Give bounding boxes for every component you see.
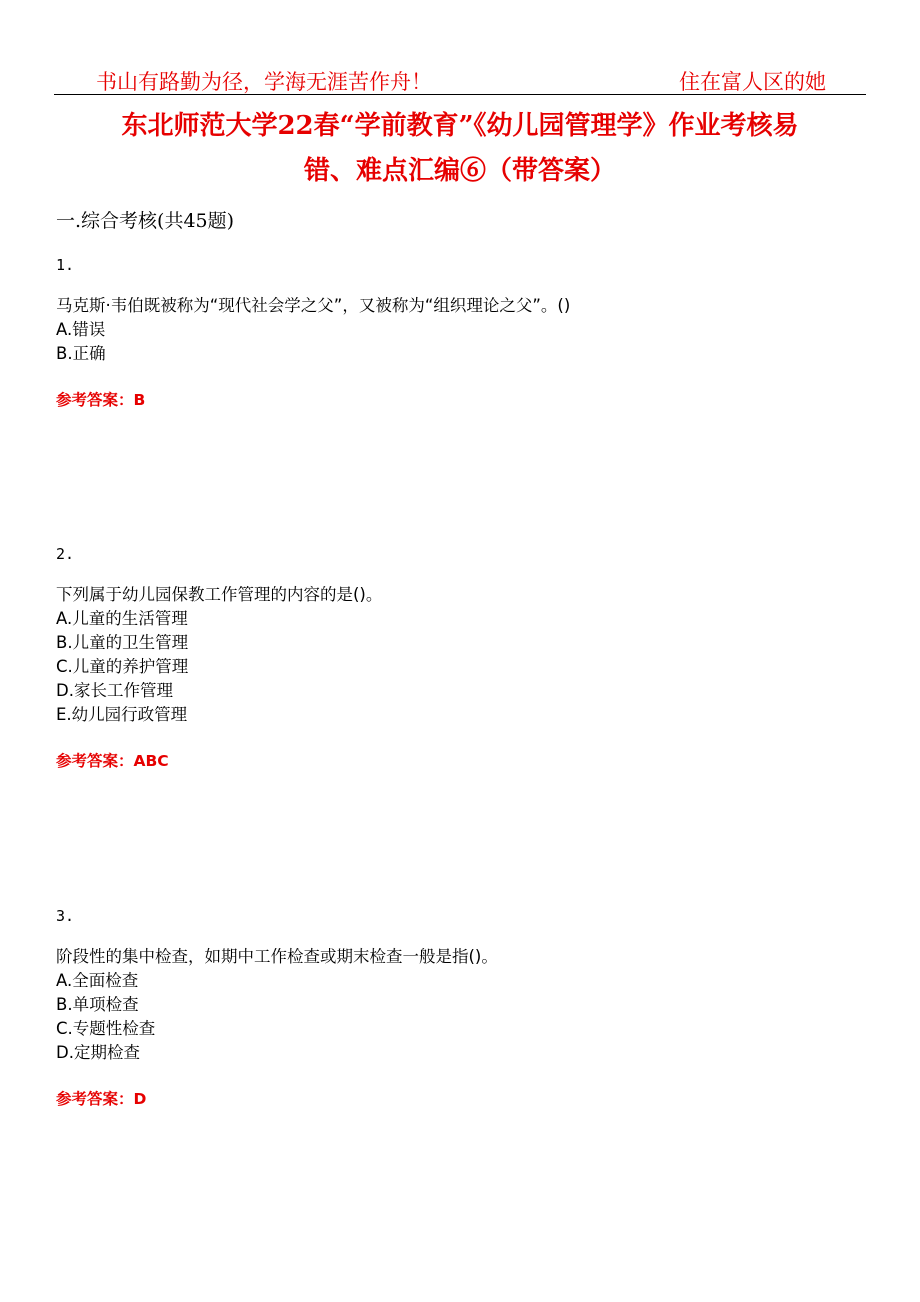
question-3 xyxy=(56,907,864,1111)
question-number: 2. xyxy=(56,545,75,563)
option-c: C.儿童的养护管理 xyxy=(56,657,189,676)
option-d: D.定期检查 xyxy=(56,1043,140,1062)
answer-key: 参考答案：B xyxy=(56,391,146,409)
option-b: B.正确 xyxy=(56,344,106,363)
option-c: C.专题性检查 xyxy=(56,1019,156,1038)
question-stem: 马克斯·韦伯既被称为“现代社会学之父”，又被称为“组织理论之父”。() xyxy=(56,296,571,315)
option-a: A.错误 xyxy=(56,320,106,339)
question-1 xyxy=(56,256,864,412)
answer-key: 参考答案：D xyxy=(56,1090,147,1108)
page-header xyxy=(54,64,866,95)
question-number: 3. xyxy=(56,907,75,925)
document-title xyxy=(56,104,864,194)
option-b: B.儿童的卫生管理 xyxy=(56,633,189,652)
header-author: 住在富人区的她 xyxy=(679,70,826,94)
option-e: E.幼儿园行政管理 xyxy=(56,705,188,724)
question-2 xyxy=(56,545,864,773)
section-title: 一.综合考核(共45题) xyxy=(56,210,235,232)
document-title-line-1: 东北师范大学22春“学前教育”《幼儿园管理学》作业考核易 xyxy=(121,111,799,141)
option-a: A.儿童的生活管理 xyxy=(56,609,188,628)
question-stem: 下列属于幼儿园保教工作管理的内容的是()。 xyxy=(56,585,383,604)
document-title-line-2: 错、难点汇编⑥（带答案） xyxy=(303,156,616,186)
option-a: A.全面检查 xyxy=(56,971,139,990)
answer-key: 参考答案：ABC xyxy=(56,752,169,770)
header-motto: 书山有路勤为径，学海无涯苦作舟！ xyxy=(96,70,432,94)
question-number: 1. xyxy=(56,256,75,274)
option-b: B.单项检查 xyxy=(56,995,139,1014)
question-stem: 阶段性的集中检查，如期中工作检查或期末检查一般是指()。 xyxy=(56,947,498,966)
option-d: D.家长工作管理 xyxy=(56,681,173,700)
